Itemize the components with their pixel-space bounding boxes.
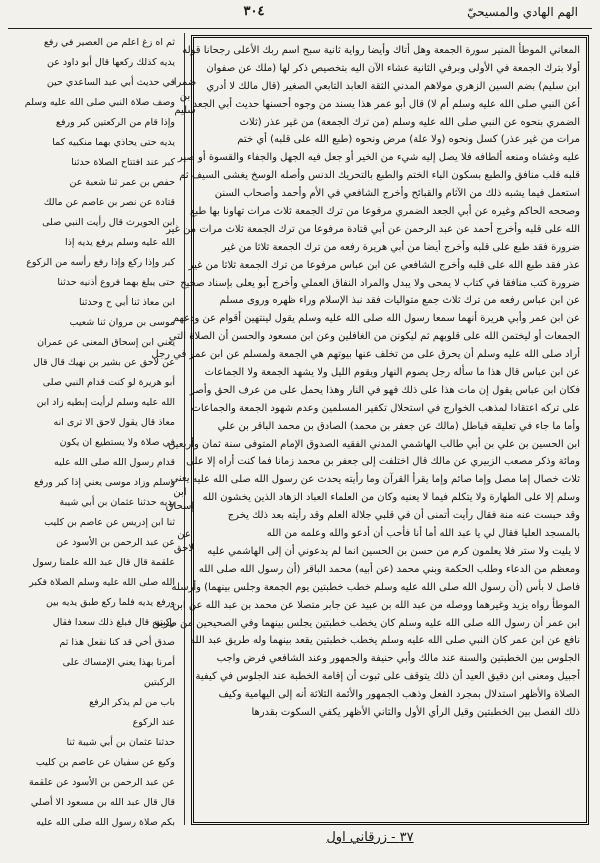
side-column-line: يديه كذلك ركعها قال أبو داود عن — [47, 57, 175, 68]
main-text-line: عذر فقد طبع الله على قلبه وأخرج الشافعي عن ابن عباس مرفوعا من ترك الجمعة ثلاثا من غير — [188, 259, 580, 271]
side-column-line: ابن الحويرث قال رأيت النبي صلى — [42, 217, 175, 228]
side-column-line: حتى يبلغ بهما فروع أذنيه حدثنا — [57, 277, 175, 288]
main-text-line: ثلاث خصال إما مصل وإما صائم وإما يقرأ القرآن وما رأيته يحدث عن رسول الله صلى الله عليه — [192, 474, 580, 486]
side-column-line: كبر عند افتتاح الصلاة حدثنا — [71, 157, 175, 168]
side-column-line: وكيع عن سفيان عن عاصم بن كليب — [35, 757, 175, 768]
main-text-line: الجمعات أو ليختمن الله على قلوبهم ثم ليكونن من الغافلين وعن ابن مسعود والحسن أن الصلاة التي — [168, 331, 580, 343]
main-text-line: ضرورة كتب منافقا في كتاب لا يمحى ولا يبدل والمراد النفاق العملي وأخرج أبو يعلى بإسناد صحيح — [180, 277, 580, 289]
main-text-line: ضرورة فقد طبع على قلبه وأخرج أيضا من أبي هريرة رفعه من ترك الجمعة ثلاثا من غير — [221, 241, 580, 253]
main-text-line: وصححه الحاكم وغيره عن أبي الجعد الضمري مرفوعا من ترك الجمعة ثلاث مرات تهاونا بها طبع — [190, 206, 580, 218]
main-text-line: أعن النبي صلى الله عليه وسلم أم لا) قال أبو عمر هذا يسند من وجوه أحسنها حديث أبي الجعد — [192, 98, 580, 110]
main-text-line: فكان ابن عباس يقول إن مات هذا على ذلك فهو في النار وهذا يحمل على من عرف الحق وأصر — [189, 384, 580, 396]
header-rule — [8, 28, 592, 29]
main-text-line: ومائة وذكر مصعب الزبيري عن مالك قال اختلفت إلى جعفر بن محمد زمانا فما كنت أراه إلا على — [186, 456, 580, 468]
main-text-line: ابن عمر أن رسول الله صلى الله عليه وسلم كان يخطب خطبتين يجلس بينهما وفي الصحيحين من طريق — [152, 617, 580, 629]
side-column-line: الله عليه وسلم لرأيت إبطيه زاد ابن — [36, 397, 175, 408]
side-column-line: قدام رسول الله صلى الله عليه — [54, 457, 175, 468]
main-text-line: وقد حبست عنه منة فقال رأيت أتمنى أن في قلبي جلالة العلم وقد رأيته بعد ذلك يخرج — [227, 510, 580, 522]
main-text-line: أولا بترك الجمعة في الأولى وبرفي الثانية عشاء الآن اليه بتخصيص ذكر لها (ملك عن صفوان — [206, 62, 580, 74]
main-text-line: على تركه اعتقادا لمذهب الخوارج في استحلال تكفير المسلمين وعدم شهود الجمعة والجماعات — [191, 402, 580, 414]
header-running-title: الهم الهادي والمسيحيّ — [467, 5, 578, 19]
side-column-line: الركبتين — [143, 677, 175, 688]
side-column-line: الله صلى الله عليه وسلم الصلاة فكبر — [29, 577, 175, 588]
main-text-line: استعمل فيما يشبه ذلك من الآثام والقبائح وأخرج الشافعي في الأم وأحمد وأصحاب السنن — [214, 188, 580, 200]
main-text-line: أجبيل ومعنى ابن دقيق العيد أن ذلك يتوقف على ثبوت أن إقامة الخطبة عند الجلوس في كيفية — [195, 671, 580, 683]
side-column-line: علقمة قال قال عبد الله علمنا رسول — [32, 557, 175, 568]
side-column-line: يديه حدثنا عثمان بن أبي شيبة — [59, 497, 175, 508]
side-column-line: ثم اه زغ اعلم من العصير في رفع — [43, 37, 175, 48]
side-column-line: معاذ قال يقول لاحق الا ترى انه — [53, 417, 175, 428]
side-column-text — [5, 33, 175, 828]
side-column-line: قال قال عبد الله بن مسعود الا أصلي — [30, 797, 175, 808]
side-column-line: قتادة عن نصر بن عاصم عن مالك — [43, 197, 175, 208]
side-column-line: بكم صلاة رسول الله صلى الله عليه — [36, 817, 175, 828]
side-column-line: يديه حتى يحاذي بهما منكبيه كما — [52, 137, 175, 148]
main-text-line: وسلم إلا على الطهارة ولا يتكلم فيما لا يعنيه وكان من العلماء العباد الزهاد الذين يخشون الله — [202, 492, 580, 504]
side-column-line: في حديث أبي عبد الساعدي حين — [46, 77, 175, 88]
main-text-line: الجلوس بين الخطبتين والسنة عند مالك وأبي حنيفة والجمهور وعند الشافعي فرض واجب — [216, 653, 580, 665]
main-text-line: أراد صلى الله عليه وسلم أن يحرق على من تخلف عنها بيوتهم هي الجمعة ولمسلم عن ابن عمر في رجل — [151, 349, 580, 361]
margin-note-top: ضمرا بن سليم — [173, 77, 197, 116]
side-column-line: يعني ابن إسحاق المعنى عن عمران — [37, 337, 175, 348]
main-text-line: عليه وغشاه ومنعه ألطافه فلا يصل إليه شيء من الخير أو جعل فيه الجهل والجفاء والقسوة أو صير — [177, 152, 580, 164]
main-text-line: بالمسجد العليا فقال لي يا عبد الله أما أنا فأحب أن أدعو والله وعلمه من الله — [266, 528, 580, 540]
main-text-line: وأما ما جاء في تعليقه فباطل (مالك عن جعفر بن محمد) الصادق بن محمد الباقر بن علي — [217, 420, 580, 432]
main-text-line: الله على قلبه وأخرج أحمد عن عبد الرحمن عن أبي قتادة مرفوعا من ترك الجمعة ثلاث مرات من غير — [166, 223, 580, 235]
main-text-line: قلبه قلب منافق والطبع بسكون الباء الختم والطبع بالتحريك الدنس وأصله الوسخ يغشى السيف ثم — [179, 170, 580, 182]
side-column-line: وسلم وزاد موسى يعني إذا كبر ورفع — [34, 477, 175, 488]
side-column-line: ابن معاذ ثنا أبي ح وحدثنا — [78, 297, 175, 308]
main-text-line: عن ابن عمر وأبي هريرة أنهما سمعا رسول الله صلى الله عليه وسلم يقول لينتهين أقوام عن ودعهم — [172, 313, 580, 325]
main-text-line: الموطأ رواه يزيد وغيرهما ووصله من عبد الله بن عبيد عن جابر متصلا عن محمد بن عبد الله عن ابن — [172, 599, 580, 611]
side-column-line: في صلاة ولا يستطيع ان يكون — [59, 437, 175, 448]
side-column-line: كبر وإذا ركع وإذا رفع رأسه من الركوع — [26, 257, 175, 268]
side-column-line: عن عبد الرحمن بن الأسود عن علقمة — [28, 777, 175, 788]
main-text-line: الضمري بنحوه عن النبي صلى الله عليه وسلم (من ترك الجمعة) من غير عذر (ثلاث — [239, 116, 580, 128]
side-column-line: عن لاحق عن بشير بن نهيك قال قال — [33, 357, 175, 368]
side-column-line: وصف صلاة النبي صلى الله عليه وسلم — [24, 97, 175, 108]
side-column-line: وإذا قام من الركعتين كبر ورفع — [55, 117, 175, 128]
main-text-line: المعاني الموطأ المنير سورة الجمعة وهل أتاك وأيضا رواية ثانية سبح اسم ربك الأعلى رجحانا قوله — [182, 45, 580, 56]
page-number: ٣٠٤ — [243, 4, 265, 19]
side-column-line: موسى بن مروان ثنا شعيب — [69, 317, 175, 328]
main-text-line: ابن سليم) بضم السين الزهري مولاهم المدني الثقة العابد التابعي الصغير (قال مالك لا أدري — [206, 80, 580, 92]
side-column-line: حفص بن عمر ثنا شعبة عن — [69, 177, 175, 188]
margin-note-lower: عن لاحق — [173, 529, 195, 554]
footer-signature: ٣٧ - زرقاني اول — [326, 830, 414, 845]
side-column-line: أبو هريرة لو كنت قدام النبي صلى — [42, 377, 175, 388]
side-column-line: حدثنا عثمان بن أبي شيبة ثنا — [66, 737, 175, 748]
side-column-line: صدق أخي قد كنا نفعل هذا ثم — [59, 637, 175, 648]
main-text-line: فاصل لا بأس (أن رسول الله صلى الله عليه وسلم خطب خطبتين يوم الجمعة وجلس بينهما) وأرسله — [171, 581, 580, 593]
main-text-line: الصلاة والأظهر استدلال بمجرد الفعل وذهب الجمهور والأئمة الثلاثة أنه إلى اليهامية وكيف — [218, 689, 580, 701]
main-text-line: عن ابن عباس رفعه من ترك ثلاث جمع متواليات فقد نبذ الإسلام وراء ظهره وروى مسلم — [219, 295, 580, 307]
main-text-line: ذلك الفصل بين الخطبتين وقيل الرأي الأول والثاني الأظهر يكفي السكوت بقدرها — [251, 706, 580, 718]
side-column-line: الله عليه وسلم يرفع يديه إذا — [64, 237, 175, 248]
side-column-line: باب من لم يذكر الرفع — [89, 697, 175, 708]
side-column-line: ثنا ابن إدريس عن عاصم بن كليب — [44, 517, 175, 528]
main-text-line: عن ابن عباس قال هذا ما سأله رجل يصوم النهار ويقوم الليل ولا يشهد الجمعة ولا الجماعات — [204, 367, 580, 379]
main-text-line: ومعظم من الدعاء وطلب الحكمة وبني محمد (عن أبيه) محمد الباقر (أن رسول الله صلى الله — [198, 563, 580, 575]
main-text-line: مرات من غير عذر) كسل ونحوه (ولا علة) مرض ونحوه (طبع الله على قلبه) أي ختم — [237, 134, 580, 146]
margin-note-middle: يعني ابن إسحاق — [165, 473, 195, 512]
side-column-line: ركبتيه قال فبلغ ذلك سعدا فقال — [52, 617, 175, 628]
main-text-line: لا يليت ولا ستر فلا يعلمون كرم من حسن بن الحسين انما لم يدعوني أن إلى الهاشمي عليه — [207, 545, 580, 557]
side-column-line: أمرنا بهذا يعني الإمساك على — [62, 657, 175, 668]
side-column-line: عن عبد الرحمن بن الأسود عن — [56, 537, 175, 548]
side-column-line: ورفع يديه فلما ركع طبق يديه بين — [46, 597, 175, 608]
main-text-line: نافع عن ابن عمر كان النبي صلى الله عليه وسلم يخطب خطبتين يقعد بينهما وله طريق عبد الله — [190, 635, 580, 647]
side-column-line: عند الركوع — [132, 717, 175, 728]
main-text-line: ابن الحسين بن علي بن أبي طالب الهاشمي المدني الفقيه الصدوق الإمام المتوفى سنة ثمان وأربعين — [168, 438, 580, 450]
